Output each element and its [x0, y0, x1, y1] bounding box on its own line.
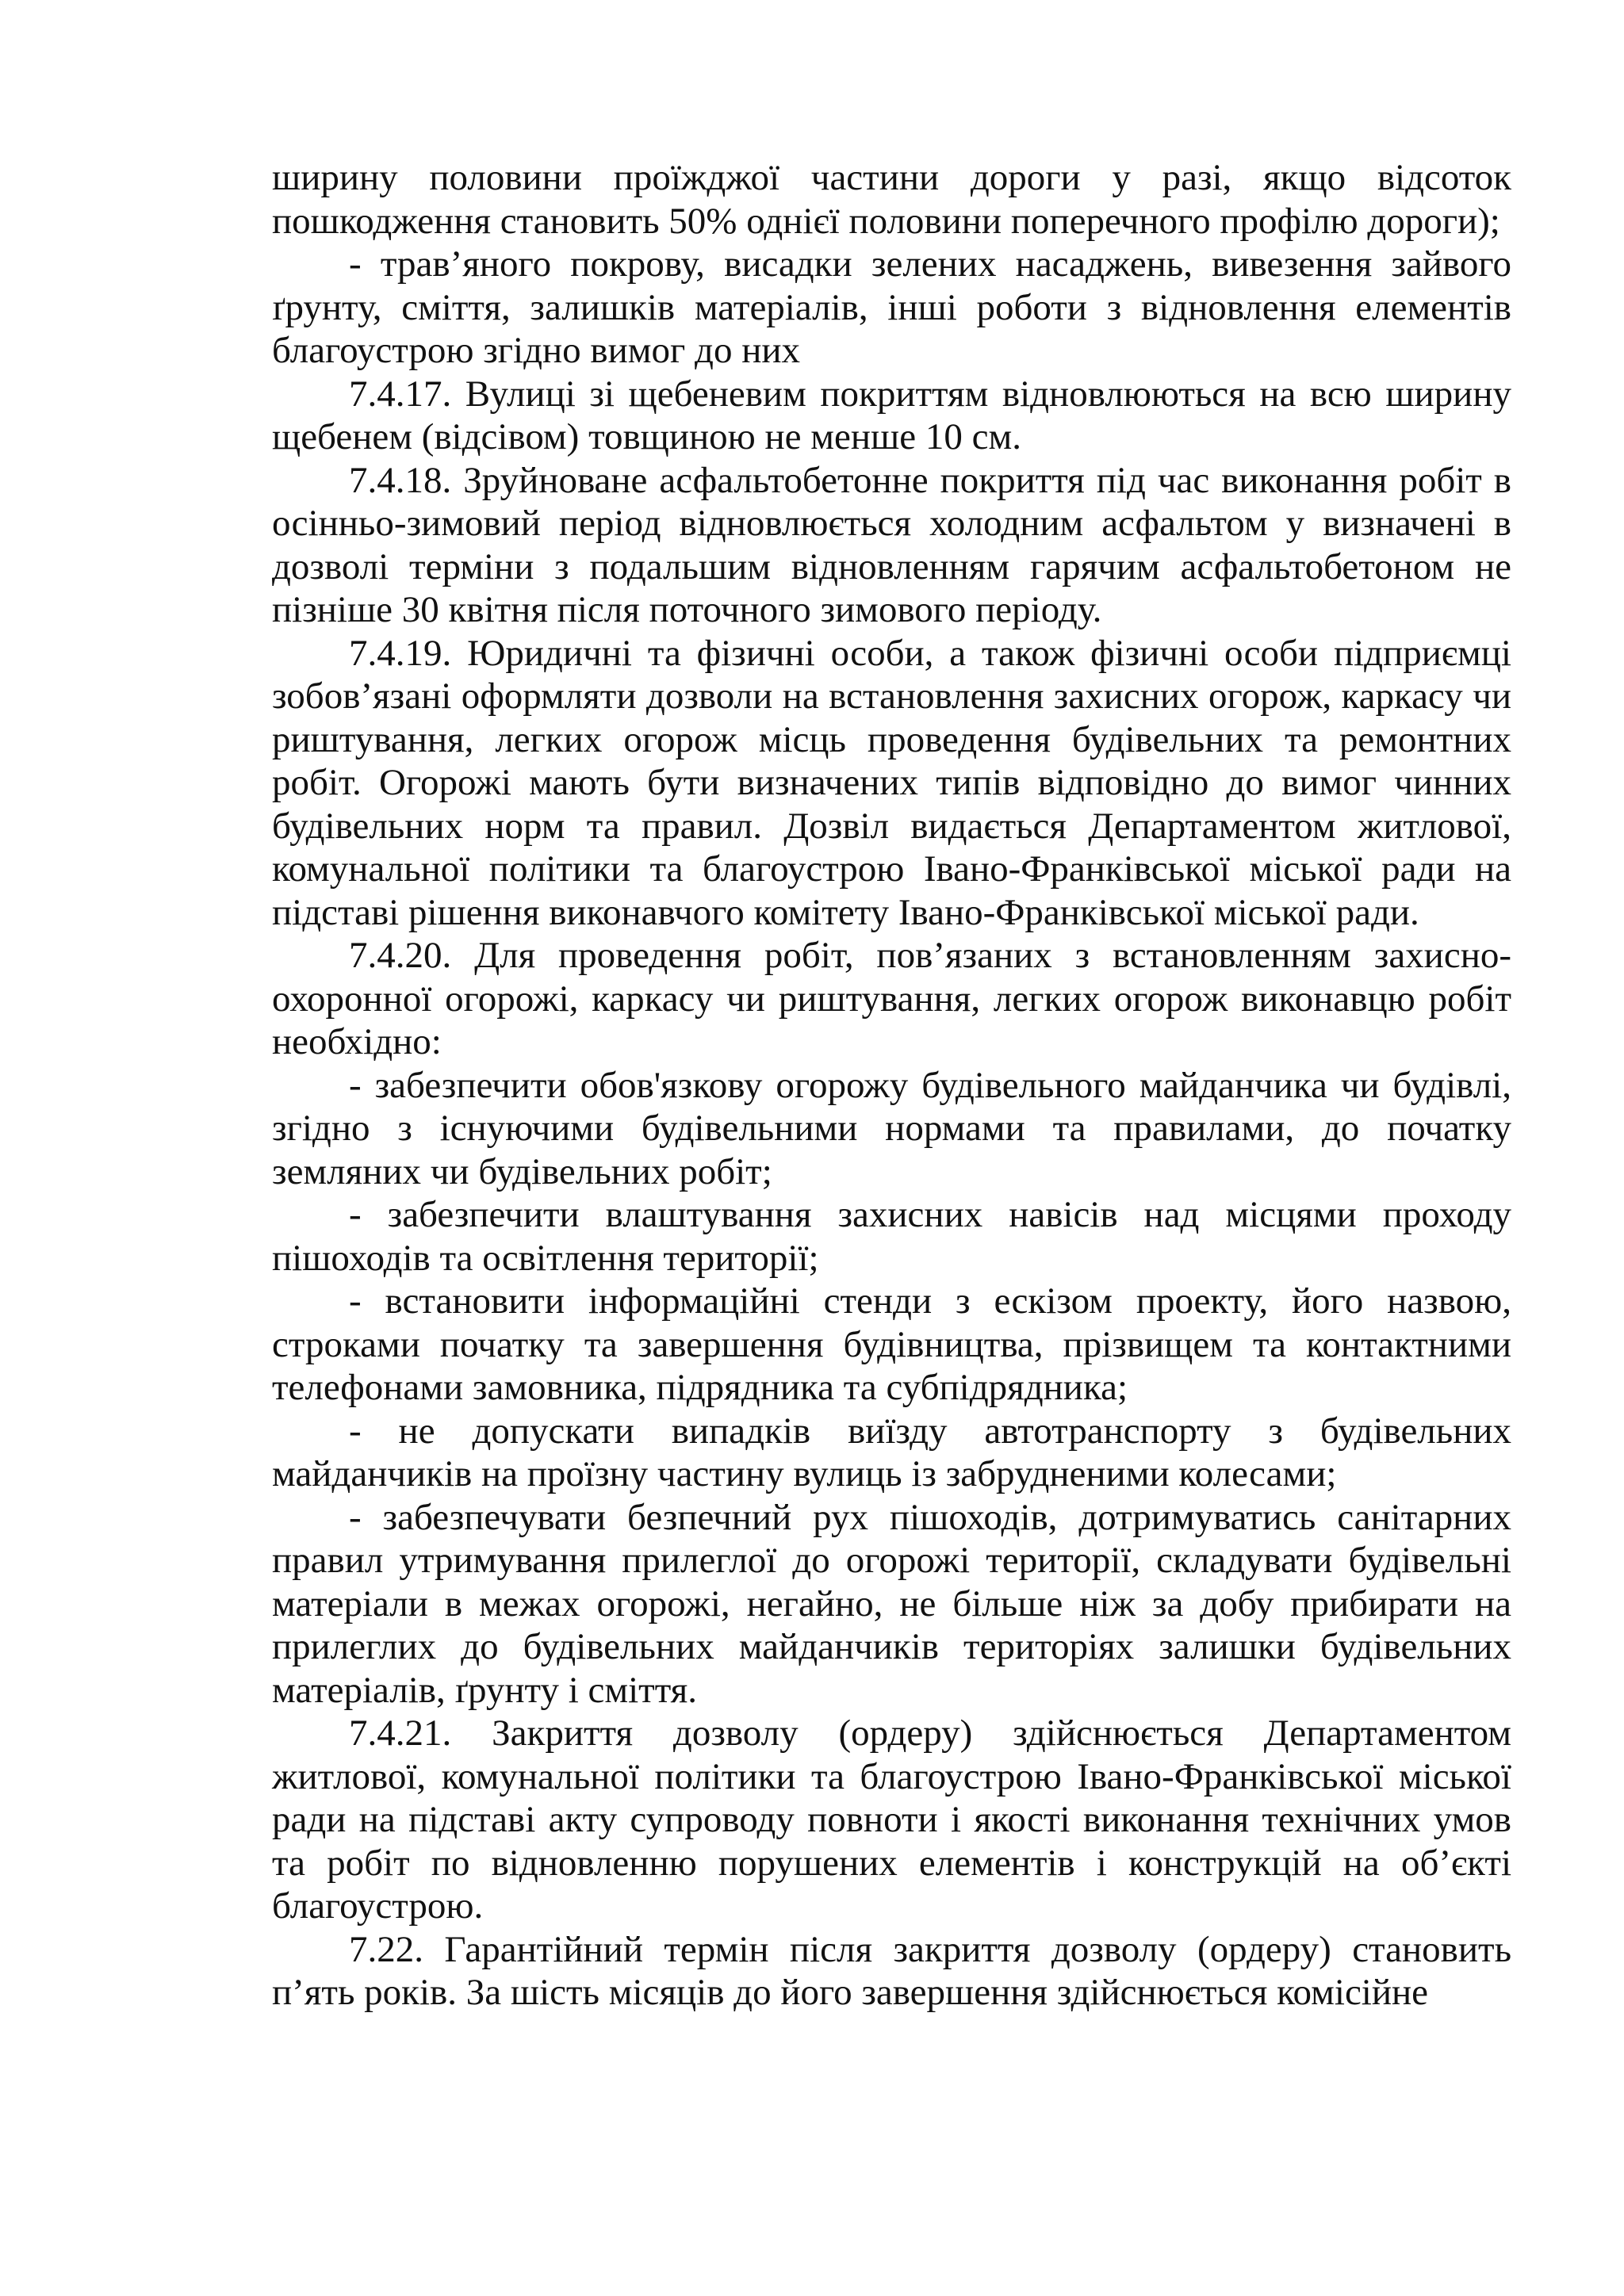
paragraph-list-item: - забезпечити влаштування захисних навісів над місцями проходу пішоходів та освітлення території;	[272, 1194, 1511, 1279]
paragraph-continuation: ширину половини проїжджої частини дороги у разі, якщо відсоток пошкодження становить 50% однієї половини поперечного профілю дороги);	[272, 157, 1511, 242]
paragraph-7-4-21: 7.4.21. Закриття дозволу (ордеру) здійснюється Департаментом житлової, комунальної політики та благоустрою Івано-Франківської міської ради на підставі акту супроводу повноти і якості виконання технічних умов та робіт по відновленню порушених елементів і конструкцій на об’єкті благоустрою.	[272, 1712, 1511, 1927]
paragraph-list-item: - не допускати випадків виїзду автотранспорту з будівельних майданчиків на проїзну частину вулиць із забрудненими колесами;	[272, 1410, 1511, 1494]
paragraph-7-22: 7.22. Гарантійний термін після закриття дозволу (ордеру) становить п’ять років. За шість місяців до його завершення здійснюється комісійне	[272, 1928, 1511, 2013]
paragraph-list-item: - трав’яного покрову, висадки зелених насаджень, вивезення зайвого ґрунту, сміття, залишків матеріалів, інші роботи з відновлення елементів благоустрою згідно вимог до них	[272, 243, 1511, 371]
paragraph-7-4-19: 7.4.19. Юридичні та фізичні особи, а також фізичні особи підприємці зобов’язані оформляти дозволи на встановлення захисних огорож, каркасу чи риштування, легких огорож місць проведення будівельних та ремонтних робіт. Огорожі мають бути визначених типів відповідно до вимог чинних будівельних норм та правил. Дозвіл видається Департаментом житлової, комунальної політики та благоустрою Івано-Франківської міської ради на підставі рішення виконавчого комітету Івано-Франківської міської ради.	[272, 632, 1511, 933]
paragraph-list-item: - забезпечити обов'язкову огорожу будівельного майданчика чи будівлі, згідно з існуючими будівельними нормами та правилами, до початку земляних чи будівельних робіт;	[272, 1064, 1511, 1192]
document-body	[272, 156, 1511, 2015]
paragraph-list-item: - встановити інформаційні стенди з ескізом проекту, його назвою, строками початку та завершення будівництва, прізвищем та контактними телефонами замовника, підрядника та субпідрядника;	[272, 1280, 1511, 1408]
paragraph-7-4-20: 7.4.20. Для проведення робіт, пов’язаних з встановленням захисно-охоронної огорожі, каркасу чи риштування, легких огорож виконавцю робіт необхідно:	[272, 935, 1511, 1062]
paragraph-list-item: - забезпечувати безпечний рух пішоходів, дотримуватись санітарних правил утримування прилеглої до огорожі території, складувати будівельні матеріали в межах огорожі, негайно, не більше ніж за добу прибирати на прилеглих до будівельних майданчиків територіях залишки будівельних матеріалів, ґрунту і сміття.	[272, 1496, 1511, 1711]
paragraph-7-4-17: 7.4.17. Вулиці зі щебеневим покриттям відновлюються на всю ширину щебенем (відсівом) товщиною не менше 10 см.	[272, 373, 1511, 457]
paragraph-7-4-18: 7.4.18. Зруйноване асфальтобетонне покриття під час виконання робіт в осінньо-зимовий період відновлюється холодним асфальтом у визначені в дозволі терміни з подальшим відновленням гарячим асфальтобетоном не пізніше 30 квітня після поточного зимового періоду.	[272, 459, 1511, 630]
